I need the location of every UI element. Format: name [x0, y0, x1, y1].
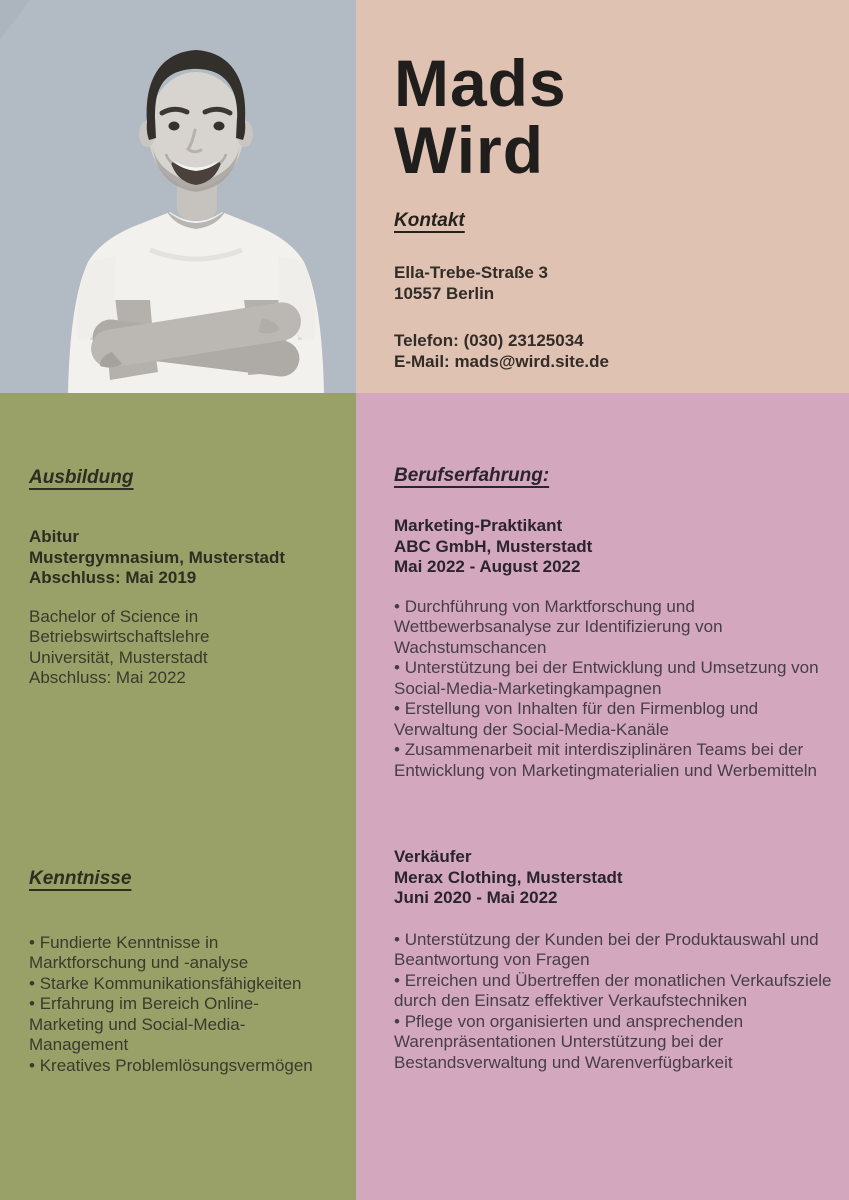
job-entry-1: [394, 516, 835, 781]
contact-address: [394, 263, 833, 304]
experience-panel: [356, 393, 849, 1200]
bullet-marker: •: [394, 699, 400, 718]
contact-heading: Kontakt: [394, 210, 465, 231]
bullet-marker: •: [29, 1055, 35, 1075]
education-entry-2: [29, 607, 330, 689]
left-column-panel: [0, 393, 356, 1200]
job-entry-2: [394, 847, 835, 1073]
job-header: [394, 847, 835, 909]
eye-right: [214, 122, 225, 131]
contact-phone-email: [394, 331, 833, 372]
portrait-photo: [0, 0, 356, 393]
job-header: [394, 516, 835, 578]
education-degree-subject: Betriebswirtschaftslehre: [29, 627, 210, 646]
job-title: Marketing-Praktikant: [394, 516, 563, 535]
education-graduation: Abschluss: Mai 2019: [29, 568, 197, 587]
job-bullet-item: • Unterstützung der Kunden bei der Produktauswahl und Beantwortung von Fragen: [394, 929, 819, 969]
job-company: ABC GmbH, Musterstadt: [394, 536, 593, 556]
job-title: Verkäufer: [394, 847, 472, 866]
skill-item: • Starke Kommunikationsfähigkeiten: [29, 973, 302, 993]
job-bullet-item: • Zusammenarbeit mit interdisziplinären Teams bei der Entwicklung von Marketingmaterialien und Werbemitteln: [394, 740, 817, 780]
skills-section: [29, 689, 330, 1077]
skills-list: [29, 933, 330, 1077]
skill-item: • Fundierte Kenntnisse in Marktforschung und -analyse: [29, 932, 249, 972]
education-degree: Bachelor of Science in: [29, 606, 199, 626]
name-line2: Wird: [394, 113, 545, 187]
education-graduation: Abschluss: Mai 2022: [29, 668, 186, 687]
job-bullets: [394, 930, 835, 1074]
skill-item: • Erfahrung im Bereich Online-Marketing und Social-Media-Management: [29, 994, 259, 1054]
job-bullets: [394, 597, 835, 782]
experience-heading: Berufserfahrung:: [394, 465, 550, 486]
skills-heading: Kenntnisse: [29, 867, 132, 889]
skill-item: • Kreatives Problemlösungsvermögen: [29, 1055, 313, 1075]
contact-email: E-Mail: mads@wird.site.de: [394, 351, 609, 371]
header-panel: [356, 0, 849, 393]
job-bullet-item: • Pflege von organisierten und ansprechenden Warenpräsentationen Unterstützung bei der Bestandsverwaltung und Warenverfügbarkeit: [394, 1011, 744, 1072]
page-title: [394, 46, 833, 187]
bullet-marker: •: [29, 932, 35, 952]
bullet-marker: •: [394, 658, 400, 677]
contact-section: [394, 184, 833, 372]
contact-address-line2: 10557 Berlin: [394, 283, 495, 303]
eye-left: [169, 122, 180, 131]
bullet-marker: •: [394, 970, 400, 990]
bullet-marker: •: [394, 596, 400, 616]
job-bullet-item: • Unterstützung bei der Entwicklung und Umsetzung von Social-Media-Marketingkampagnen: [394, 658, 819, 698]
bullet-marker: •: [394, 1011, 400, 1031]
job-period: Mai 2022 - August 2022: [394, 557, 581, 576]
education-section: [29, 393, 330, 689]
name-line1: Mads: [394, 46, 567, 120]
bullet-marker: •: [29, 973, 35, 993]
education-school: Universität, Musterstadt: [29, 647, 208, 667]
job-period: Juni 2020 - Mai 2022: [394, 888, 558, 907]
education-degree: Abitur: [29, 527, 80, 546]
contact-phone: Telefon: (030) 23125034: [394, 331, 584, 350]
photo-panel: [0, 0, 356, 393]
education-school: Mustergymnasium, Musterstadt: [29, 547, 285, 567]
bullet-marker: •: [29, 994, 35, 1013]
education-heading: Ausbildung: [29, 467, 134, 488]
bullet-marker: •: [394, 740, 400, 759]
education-entry-1: [29, 527, 330, 589]
job-bullet-item: • Erstellung von Inhalten für den Firmenblog und Verwaltung der Social-Media-Kanäle: [394, 699, 759, 739]
contact-address-line1: Ella-Trebe-Straße 3: [394, 263, 549, 282]
job-company: Merax Clothing, Musterstadt: [394, 867, 623, 887]
job-bullet-item: • Durchführung von Marktforschung und Wettbewerbsanalyse zur Identifizierung von Wachstumschancen: [394, 596, 723, 657]
job-bullet-item: • Erreichen und Übertreffen der monatlichen Verkaufsziele durch den Einsatz effektiver Verkaufstechniken: [394, 970, 832, 1010]
bullet-marker: •: [394, 929, 400, 949]
